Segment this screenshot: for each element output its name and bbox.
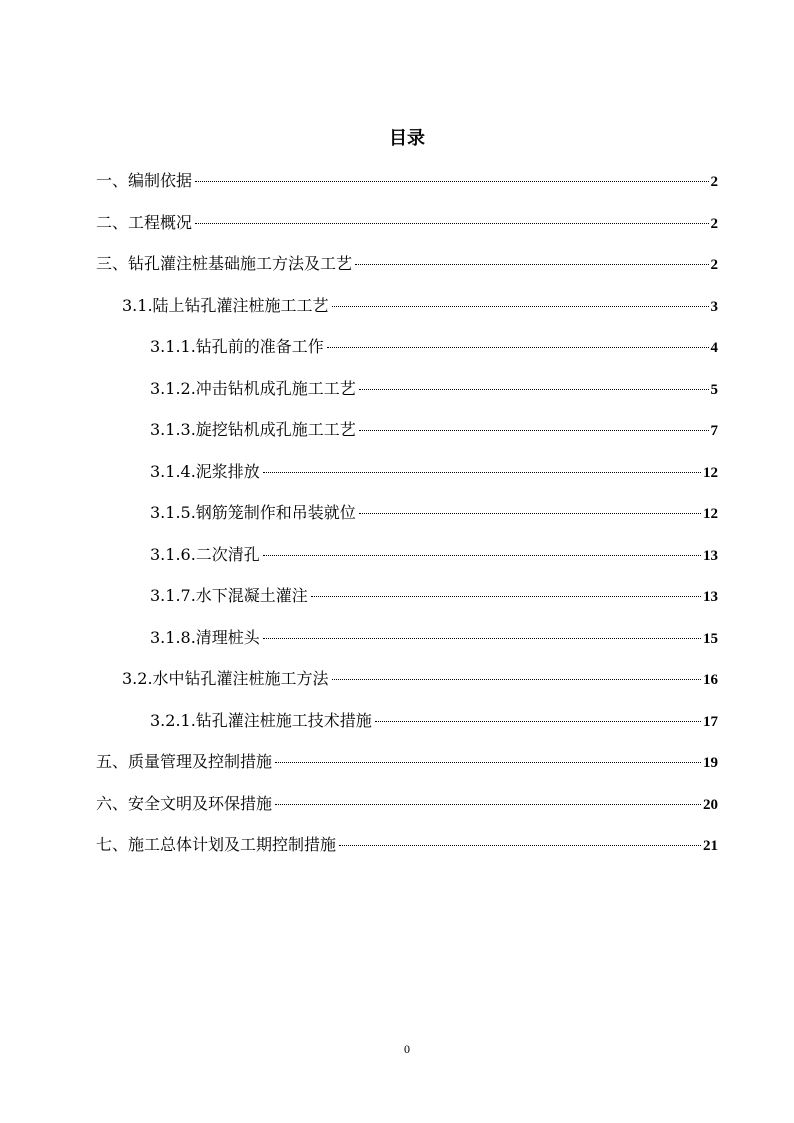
toc-entry[interactable]	[0, 291, 794, 333]
toc-entry-label: 3.1.4.泥浆排放	[150, 461, 260, 481]
page-number: 0	[404, 1042, 410, 1056]
toc-entry-page: 2	[710, 257, 718, 273]
toc-entry-page: 12	[703, 464, 718, 481]
toc-entry-page: 2	[710, 174, 718, 190]
toc-dot-leader	[332, 679, 701, 680]
toc-dot-leader	[263, 472, 701, 473]
toc-dot-leader	[263, 555, 701, 556]
toc-entry-page: 15	[703, 630, 718, 647]
toc-entry-label: 3.1.5.钢筋笼制作和吊装就位	[150, 503, 356, 522]
toc-dot-leader	[375, 721, 701, 722]
toc-entry-page: 7	[710, 423, 718, 439]
toc-dot-leader	[359, 389, 709, 390]
toc-dot-leader	[275, 762, 701, 763]
toc-entry[interactable]	[0, 249, 794, 291]
toc-title: 目录	[389, 128, 425, 149]
toc-dot-leader	[327, 347, 709, 348]
toc-dot-leader	[195, 223, 708, 224]
toc-entry-page: 12	[703, 506, 718, 522]
toc-dot-leader	[355, 264, 708, 265]
toc-entry[interactable]	[0, 664, 794, 706]
toc-entry[interactable]	[0, 540, 794, 582]
toc-dot-leader	[311, 596, 701, 597]
toc-dot-leader	[339, 845, 701, 846]
toc-entry[interactable]	[0, 581, 794, 623]
toc-entry-label: 3.1.8.清理桩头	[150, 627, 260, 647]
toc-entry-page: 17	[703, 713, 718, 730]
toc-entry-page: 3	[710, 298, 718, 315]
toc-entry-label: 二、工程概况	[96, 212, 193, 232]
toc-entry[interactable]	[0, 498, 794, 540]
toc-dot-leader	[275, 804, 701, 805]
toc-dot-leader	[195, 181, 708, 182]
toc-entry[interactable]	[0, 374, 794, 416]
toc-entry-label: 五、质量管理及控制措施	[96, 752, 273, 771]
toc-entry-page: 4	[710, 340, 718, 356]
toc-entry-page: 2	[710, 215, 718, 232]
toc-entry-label: 3.1.2.冲击钻机成孔施工工艺	[150, 378, 356, 398]
toc-entry[interactable]	[0, 830, 794, 872]
toc-entry-label: 三、钻孔灌注桩基础施工方法及工艺	[96, 254, 353, 273]
toc-entry-label: 六、安全文明及环保措施	[96, 793, 273, 813]
toc-entry-label: 3.2.1.钻孔灌注桩施工技术措施	[150, 710, 372, 730]
toc-entry[interactable]	[0, 415, 794, 457]
toc-entry[interactable]	[0, 208, 794, 250]
toc-list	[0, 166, 794, 872]
toc-entry-label: 3.2.水中钻孔灌注桩施工方法	[122, 669, 329, 688]
toc-entry[interactable]	[0, 789, 794, 831]
toc-entry-page: 16	[703, 672, 718, 688]
toc-entry-page: 5	[710, 381, 718, 398]
toc-entry[interactable]	[0, 457, 794, 499]
toc-entry-page: 13	[703, 589, 718, 605]
toc-entry-page: 13	[703, 547, 718, 564]
toc-entry-label: 3.1.3.旋挖钻机成孔施工工艺	[150, 420, 356, 439]
toc-entry-label: 3.1.6.二次清孔	[150, 544, 260, 564]
toc-entry-label: 3.1.陆上钻孔灌注桩施工工艺	[122, 295, 329, 315]
toc-entry-label: 3.1.1.钻孔前的准备工作	[150, 337, 324, 356]
toc-dot-leader	[263, 638, 701, 639]
toc-dot-leader	[359, 430, 709, 431]
toc-entry[interactable]	[0, 747, 794, 789]
toc-entry-label: 3.1.7.水下混凝土灌注	[150, 586, 308, 605]
toc-entry-page: 19	[703, 755, 718, 771]
toc-entry[interactable]	[0, 332, 794, 374]
toc-entry-label: 一、编制依据	[96, 171, 193, 190]
toc-entry-label: 七、施工总体计划及工期控制措施	[96, 835, 337, 854]
toc-entry[interactable]	[0, 706, 794, 748]
toc-dot-leader	[332, 306, 709, 307]
toc-dot-leader	[359, 513, 701, 514]
toc-entry[interactable]	[0, 166, 794, 208]
toc-entry-page: 21	[703, 838, 718, 854]
toc-entry-page: 20	[703, 796, 718, 813]
toc-entry[interactable]	[0, 623, 794, 665]
